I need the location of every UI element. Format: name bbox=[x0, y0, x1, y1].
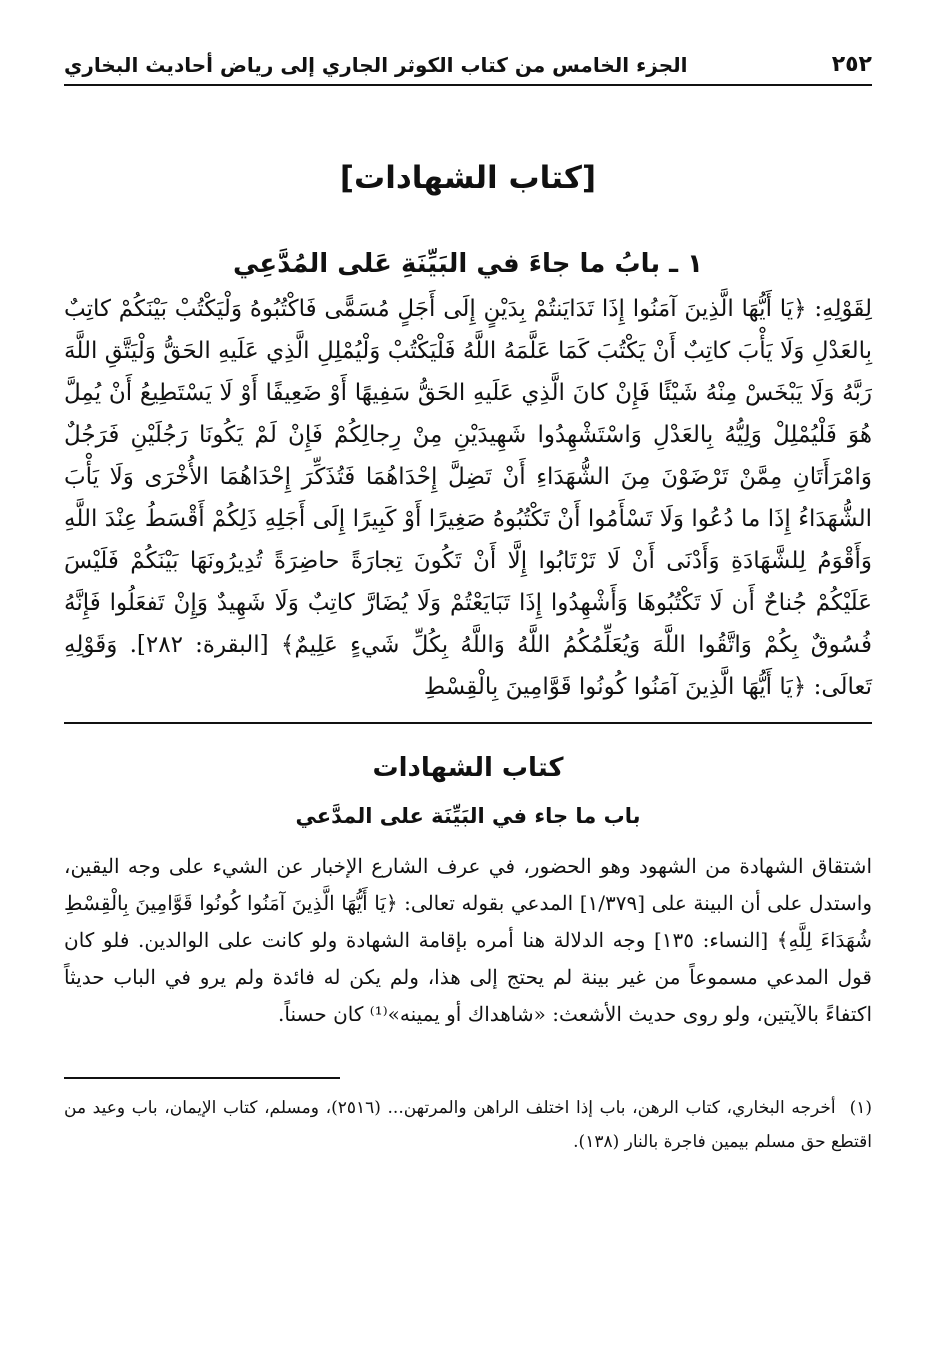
book-title: [كتاب الشهادات] bbox=[339, 160, 597, 196]
commentary-subtitle: باب ما جاء في البَيِّنَة على المدَّعي bbox=[295, 804, 641, 828]
commentary-title: كتاب الشهادات bbox=[372, 753, 564, 783]
footnote bbox=[64, 1091, 872, 1159]
commentary-body: اشتقاق الشهادة من الشهود وهو الحضور، في عرف الشارع الإخبار عن الشيء على وجه اليقين، واستدل على أن البينة على [١/٣٧٩] المدعي بقوله تعالى: ﴿يَا أَيُّهَا الَّذِينَ آمَنُوا كُونُوا قَوَّامِينَ بِالْقِسْطِ شُهَدَاءَ لِلَّهِ﴾ [النساء: ١٣٥] وجه الدلالة هنا أمره بإقامة الشهادة ولو كانت على الوالدين. فلو كان قول المدعي مسموعاً من غير بينة لم يحتج إلى هذا، ولم يكن له فائدة ولم يرو في الباب حديثاً اكتفاءً بالآيتين، ولو روى حديث الأشعث: «شاهداك أو يمينه»⁽¹⁾ كان حسناً. bbox=[64, 854, 872, 1026]
footnote-divider bbox=[64, 1077, 340, 1079]
footnote-number: (١) bbox=[849, 1098, 872, 1118]
running-header bbox=[64, 38, 872, 86]
chapter-title: ١ ـ بابُ ما جاءَ في البَيِّنَةِ عَلى المُدَّعِي bbox=[233, 249, 703, 279]
book-page bbox=[64, 38, 872, 1159]
hadith-text: لِقَوْلِهِ: ﴿يَا أَيُّهَا الَّذِينَ آمَنُوا إِذَا تَدَايَنتُمْ بِدَيْنٍ إِلَى أَجَلٍ مُسَمًّى فَاكْتُبُوهُ وَلْيَكْتُبْ بَيْنَكُمْ كاتِبٌ بِالعَدْلِ وَلَا يَأْبَ كاتِبٌ أَنْ يَكْتُبَ كَمَا عَلَّمَهُ اللَّهُ فَلْيَكْتُبْ وَلْيُمْلِلِ الَّذِي عَلَيهِ الحَقُّ وَلْيَتَّقِ اللَّهَ رَبَّهُ وَلَا يَبْخَسْ مِنْهُ شَيْئًا فَإِنْ كانَ الَّذِي عَلَيهِ الحَقُّ سَفِيهًا أَوْ ضَعِيفًا أَوْ لَا يَسْتَطِيعُ أَنْ يُمِلَّ هُوَ فَلْيُمْلِلْ وَلِيُّهُ بِالعَدْلِ وَاسْتَشْهِدُوا شَهِيدَيْنِ مِنْ رِجالِكُمْ فَإِنْ لَمْ يَكُونَا رَجُلَيْنِ فَرَجُلٌ وَامْرَأَتَانِ مِمَّنْ تَرْضَوْنَ مِنَ الشُّهَدَاءِ أَنْ تَضِلَّ إِحْدَاهُمَا فَتُذَكِّرَ إِحْدَاهُمَا الأُخْرَى وَلَا يَأْبَ الشُّهَدَاءُ إِذَا ما دُعُوا وَلَا تَسْأَمُوا أَنْ تَكْتُبُوهُ صَغِيرًا أَوْ كَبِيرًا إِلَى أَجَلِهِ ذَلِكُمْ أَقْسَطُ عِنْدَ اللَّهِ وَأَقْوَمُ لِلشَّهَادَةِ وَأَدْنَى أَنْ لَا تَرْتَابُوا إِلَّا أَنْ تَكُونَ تِجارَةً حاضِرَةً تُدِيرُونَهَا بَيْنَكُمْ فَلَيْسَ عَلَيْكُمْ جُناحٌ أَن لَا تَكْتُبُوهَا وَأَشْهِدُوا إِذَا تَبَايَعْتُمْ وَلَا يُضَارَّ كاتِبٌ وَلَا شَهِيدٌ وَإِنْ تَفعَلُوا فَإِنَّهُ فُسُوقٌ بِكُمْ وَاتَّقُوا اللَّهَ وَيُعَلِّمُكُمُ اللَّهُ وَاللَّهُ بِكُلِّ شَيءٍ عَلِيمٌ﴾ [البقرة: ٢٨٢]. وَقَوْلِهِ تَعالَى: ﴿يَا أَيُّهَا الَّذِينَ آمَنُوا كُونُوا قَوَّامِينَ بِالْقِسْطِ bbox=[64, 296, 872, 700]
page-number: ٢٥٢ bbox=[831, 52, 872, 77]
running-title: الجزء الخامس من كتاب الكوثر الجاري إلى رياض أحاديث البخاري bbox=[64, 53, 688, 77]
section-divider bbox=[64, 722, 872, 724]
footnote-text: أخرجه البخاري، كتاب الرهن، باب إذا اختلف الراهن والمرتهن... (٢٥١٦)، ومسلم، كتاب الإيمان، باب وعيد من اقتطع حق مسلم بيمين فاجرة بالنار (١٣٨). bbox=[64, 1098, 872, 1152]
